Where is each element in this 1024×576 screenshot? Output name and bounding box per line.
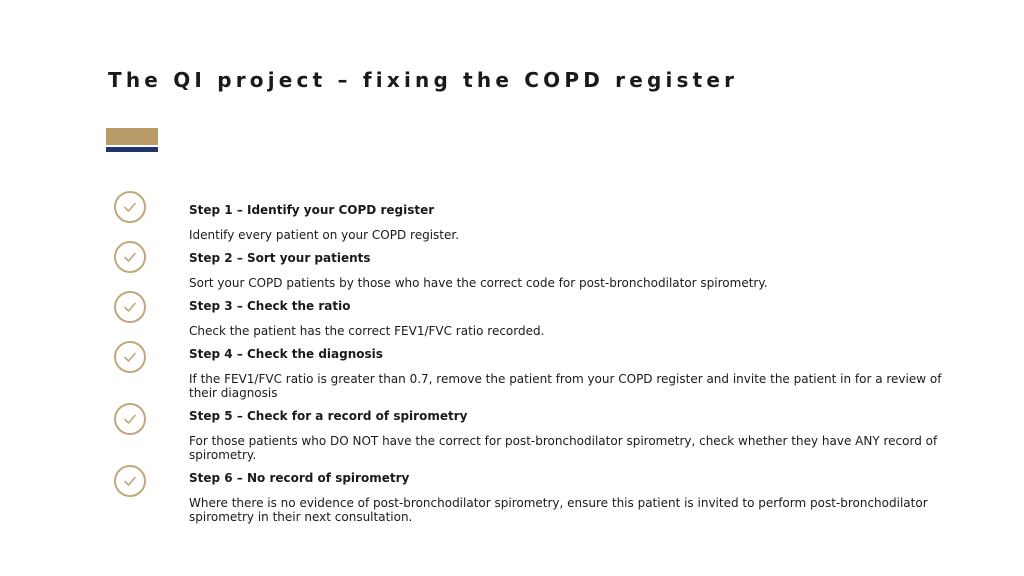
step-description: Where there is no evidence of post-bronchodilator spirometry, ensure this patient is invited to perform post-bronchodilator spirometry in their next consultation. — [189, 496, 928, 524]
step-item — [189, 251, 949, 290]
step-description: If the FEV1/FVC ratio is greater than 0.7, remove the patient from your COPD register and invite the patient in for a review of their diagnosis — [189, 372, 942, 400]
check-circle-icon — [114, 191, 146, 223]
check-circle-icon — [114, 341, 146, 373]
step-description: Check the patient has the correct FEV1/FVC ratio recorded. — [189, 324, 545, 338]
step-item — [189, 347, 949, 400]
step-title: Step 3 – Check the ratio — [189, 299, 351, 313]
step-title: Step 4 – Check the diagnosis — [189, 347, 383, 361]
step-title: Step 2 – Sort your patients — [189, 251, 371, 265]
step-item — [189, 203, 949, 242]
step-description: Identify every patient on your COPD register. — [189, 228, 460, 242]
accent-gold-bar — [106, 128, 158, 145]
step-title: Step 1 – Identify your COPD register — [189, 203, 435, 217]
step-title: Step 6 – No record of spirometry — [189, 471, 410, 485]
title-accent-bar — [106, 128, 158, 152]
check-circle-icon — [114, 291, 146, 323]
check-circle-icon — [114, 403, 146, 435]
step-title: Step 5 – Check for a record of spirometry — [189, 409, 468, 423]
check-circle-icon — [114, 241, 146, 273]
steps-list — [189, 203, 949, 533]
check-circle-icon — [114, 465, 146, 497]
step-description: Sort your COPD patients by those who have the correct code for post-bronchodilator spirometry. — [189, 276, 768, 290]
accent-navy-bar — [106, 147, 158, 152]
step-item — [189, 299, 949, 338]
slide-title: The QI project – fixing the COPD register — [108, 68, 739, 92]
step-item — [189, 409, 949, 462]
step-description: For those patients who DO NOT have the correct for post-bronchodilator spirometry, check whether they have ANY record of spirometry. — [189, 434, 938, 462]
step-item — [189, 471, 949, 524]
